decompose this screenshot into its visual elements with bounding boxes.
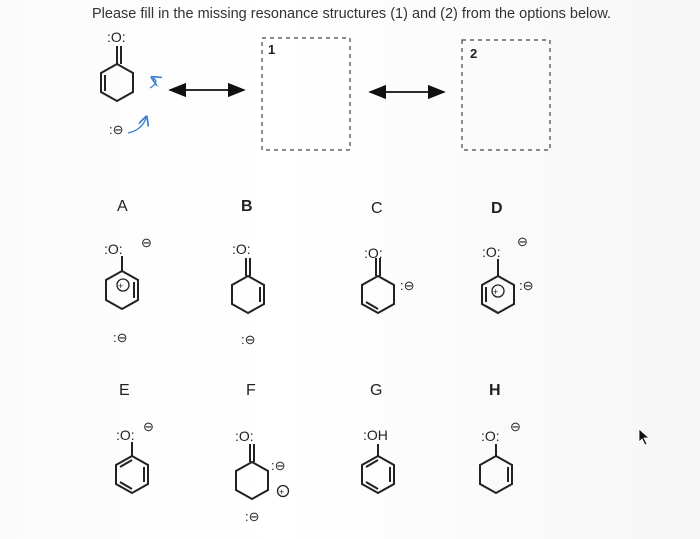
option-a-carbanion: :⊖ [113, 330, 128, 345]
option-h-letter[interactable]: H [489, 382, 501, 399]
question-text: Please fill in the missing resonance structures (1) and (2) from the options below. [92, 6, 612, 22]
option-e-letter[interactable]: E [119, 382, 130, 399]
option-d-letter[interactable]: D [491, 200, 503, 217]
option-d-structure[interactable] [482, 259, 514, 313]
option-h-oxygen: :O: [481, 428, 500, 444]
option-f-letter[interactable]: F [246, 382, 256, 399]
option-h-charge: ⊖ [510, 419, 521, 434]
option-c-carbanion: :⊖ [400, 278, 415, 293]
option-g-letter[interactable]: G [370, 382, 383, 399]
option-e-structure[interactable] [116, 442, 148, 493]
option-d-oxygen: :O: [482, 244, 501, 260]
option-f-cation: + [279, 487, 285, 497]
option-g-hydroxyl: :OH [363, 427, 388, 443]
option-h-structure[interactable] [480, 444, 512, 493]
option-c-oxygen: :O: [364, 245, 383, 261]
option-f-carbanion-2: :⊖ [245, 509, 260, 524]
option-e-oxygen: :O: [116, 427, 135, 443]
option-d-charge: ⊖ [517, 234, 528, 249]
mouse-cursor-icon [638, 428, 652, 446]
option-d-cation: + [493, 287, 499, 297]
option-g-structure[interactable] [362, 444, 394, 493]
curved-arrow-icon [150, 78, 156, 88]
start-oxygen: :O: [107, 29, 126, 45]
curved-arrow-icon [128, 118, 146, 133]
option-b-structure[interactable] [232, 258, 264, 313]
option-b-oxygen: :O: [232, 241, 251, 257]
start-carbanion: :⊖ [109, 122, 124, 137]
option-c-letter[interactable]: C [371, 200, 383, 217]
option-a-charge: ⊖ [141, 235, 152, 250]
option-b-letter[interactable]: B [241, 198, 253, 215]
option-a-letter[interactable]: A [117, 198, 128, 215]
option-f-oxygen: :O: [235, 428, 254, 444]
option-d-carbanion: :⊖ [519, 278, 534, 293]
start-structure [101, 46, 133, 101]
option-c-structure[interactable] [362, 258, 394, 313]
answer-box-2-label: 2 [470, 46, 478, 61]
option-a-oxygen: :O: [104, 241, 123, 257]
answer-box-1-label: 1 [268, 42, 276, 57]
option-a-cation: + [118, 281, 124, 291]
option-e-charge: ⊖ [143, 419, 154, 434]
option-f-carbanion: :⊖ [271, 458, 286, 473]
option-b-carbanion: :⊖ [241, 332, 256, 347]
